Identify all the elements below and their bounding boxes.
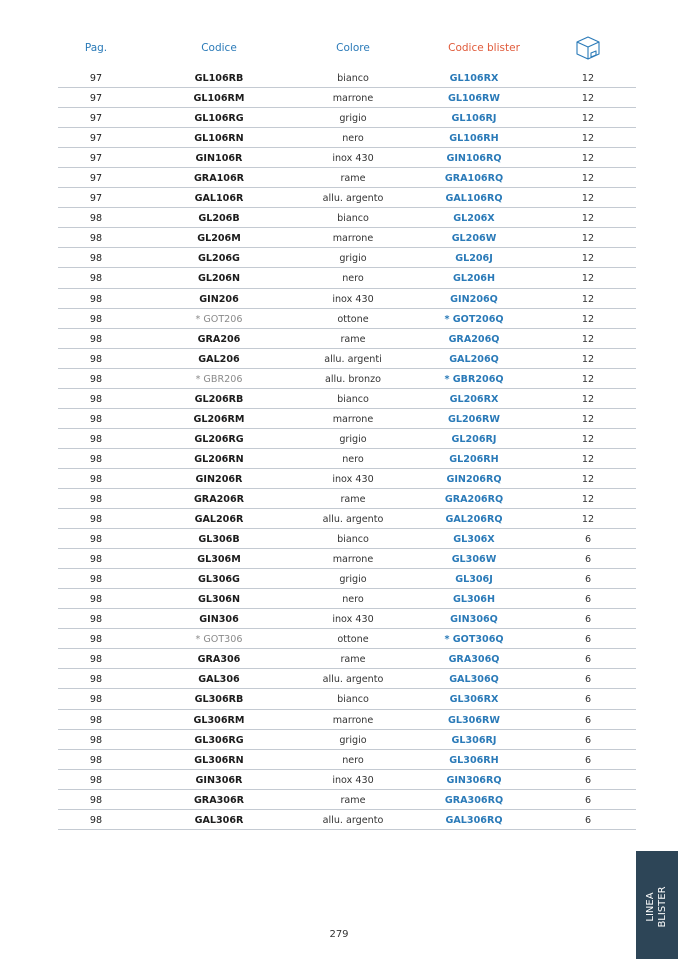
- cell-pag: 98: [89, 574, 103, 586]
- header-pag: Pag.: [84, 42, 108, 54]
- cell-pag: 97: [89, 73, 103, 84]
- cell-colore: rame: [340, 173, 366, 185]
- cell-codice: GL306RG: [194, 734, 244, 746]
- cell-pag: 98: [89, 313, 103, 325]
- table-row: [58, 309, 636, 329]
- cell-codice: GL306N: [197, 594, 241, 606]
- cell-codice: GL306RM: [193, 714, 245, 726]
- table-row: [58, 289, 636, 309]
- cell-codice-blister: GL206RH: [449, 453, 499, 465]
- box-icon: [572, 34, 604, 62]
- cell-quantity: 6: [584, 634, 592, 646]
- cell-codice-blister: GAL106RQ: [445, 193, 503, 205]
- table-row: [58, 770, 636, 790]
- cell-codice: * GOT306: [195, 634, 243, 646]
- cell-codice-blister: GAL206Q: [449, 353, 499, 365]
- cell-codice: GL206RN: [194, 453, 244, 465]
- cell-codice-blister: * GOT206Q: [444, 313, 504, 325]
- cell-codice-blister: GL206H: [452, 273, 496, 285]
- cell-codice-blister: GL206RW: [448, 413, 500, 425]
- cell-quantity: 12: [581, 413, 595, 425]
- table-row: [58, 730, 636, 750]
- table-row: [58, 529, 636, 549]
- cell-pag: 98: [89, 714, 103, 726]
- table-row: [58, 148, 636, 168]
- table-row: [58, 669, 636, 689]
- product-table: [58, 68, 636, 830]
- cell-colore: inox 430: [332, 614, 374, 626]
- cell-codice-blister: GL306J: [455, 574, 493, 586]
- table-row: [58, 469, 636, 489]
- cell-pag: 98: [89, 433, 103, 445]
- cell-quantity: 6: [584, 814, 592, 826]
- cell-colore: inox 430: [332, 473, 374, 485]
- cell-colore: rame: [340, 493, 366, 505]
- table-row: [58, 710, 636, 730]
- cell-quantity: 12: [581, 233, 595, 245]
- cell-quantity: 12: [581, 333, 595, 345]
- cell-pag: 97: [89, 193, 103, 205]
- table-row: [58, 810, 636, 830]
- cell-codice-blister: GIN306RQ: [446, 774, 502, 786]
- cell-colore: nero: [342, 754, 364, 766]
- cell-colore: bianco: [337, 694, 369, 706]
- cell-quantity: 6: [584, 714, 592, 726]
- header-codice: Codice: [201, 42, 237, 54]
- cell-pag: 98: [89, 514, 103, 526]
- cell-quantity: 12: [581, 133, 595, 145]
- cell-colore: allu. bronzo: [324, 373, 382, 385]
- cell-quantity: 6: [584, 674, 592, 686]
- cell-quantity: 6: [584, 654, 592, 666]
- cell-pag: 98: [89, 393, 103, 405]
- cell-quantity: 6: [584, 754, 592, 766]
- cell-codice-blister: GIN206RQ: [446, 473, 502, 485]
- cell-codice: GL206G: [198, 253, 240, 265]
- cell-codice: GL106RM: [193, 93, 245, 105]
- cell-colore: ottone: [337, 634, 369, 646]
- cell-colore: nero: [342, 133, 364, 145]
- cell-quantity: 12: [581, 493, 595, 505]
- header-colore: Colore: [336, 42, 370, 54]
- table-row: [58, 689, 636, 709]
- table-row: [58, 790, 636, 810]
- cell-codice: GL206N: [197, 273, 241, 285]
- cell-codice: GIN106R: [195, 153, 243, 165]
- cell-pag: 97: [89, 133, 103, 145]
- cell-codice: GL306M: [197, 554, 241, 566]
- cell-pag: 97: [89, 113, 103, 125]
- cell-quantity: 12: [581, 193, 595, 205]
- cell-quantity: 6: [584, 554, 592, 566]
- table-header: [58, 36, 636, 62]
- cell-colore: marrone: [332, 413, 374, 425]
- cell-codice-blister: GRA306RQ: [444, 794, 504, 806]
- cell-pag: 98: [89, 213, 103, 225]
- cell-quantity: 6: [584, 734, 592, 746]
- cell-quantity: 6: [584, 694, 592, 706]
- cell-codice-blister: GAL306RQ: [445, 814, 503, 826]
- cell-quantity: 6: [584, 614, 592, 626]
- cell-pag: 98: [89, 694, 103, 706]
- cell-codice: GL206RM: [193, 413, 245, 425]
- cell-quantity: 6: [584, 534, 592, 546]
- cell-codice-blister: GL206RJ: [451, 433, 497, 445]
- cell-pag: 98: [89, 554, 103, 566]
- section-tab-line2: BLISTER: [657, 886, 668, 928]
- cell-pag: 97: [89, 93, 103, 105]
- cell-codice-blister: GRA306Q: [448, 654, 500, 666]
- cell-pag: 98: [89, 794, 103, 806]
- cell-colore: allu. argento: [322, 814, 384, 826]
- cell-codice: GRA106R: [193, 173, 245, 185]
- cell-codice-blister: GL206X: [453, 213, 495, 225]
- cell-codice: GL206RG: [194, 433, 244, 445]
- cell-pag: 98: [89, 473, 103, 485]
- cell-pag: 98: [89, 353, 103, 365]
- cell-pag: 98: [89, 253, 103, 265]
- cell-colore: allu. argento: [322, 514, 384, 526]
- cell-pag: 97: [89, 153, 103, 165]
- table-row: [58, 268, 636, 288]
- cell-quantity: 12: [581, 213, 595, 225]
- cell-codice-blister: GL106RW: [448, 93, 500, 105]
- cell-codice-blister: GL306H: [452, 594, 496, 606]
- cell-pag: 98: [89, 814, 103, 826]
- cell-codice: GL206B: [198, 213, 240, 225]
- cell-codice: GAL306R: [194, 814, 244, 826]
- table-row: [58, 489, 636, 509]
- cell-codice-blister: GL306RX: [449, 694, 499, 706]
- cell-quantity: 6: [584, 594, 592, 606]
- cell-pag: 98: [89, 774, 103, 786]
- cell-pag: 98: [89, 333, 103, 345]
- table-row: [58, 68, 636, 88]
- table-row: [58, 88, 636, 108]
- table-row: [58, 509, 636, 529]
- cell-quantity: 12: [581, 313, 595, 325]
- table-row: [58, 349, 636, 369]
- cell-pag: 98: [89, 614, 103, 626]
- cell-codice-blister: GL106RX: [449, 73, 499, 84]
- cell-pag: 98: [89, 413, 103, 425]
- cell-colore: nero: [342, 453, 364, 465]
- cell-codice-blister: GL306RJ: [451, 734, 497, 746]
- page-number: 279: [329, 929, 349, 940]
- cell-pag: 98: [89, 654, 103, 666]
- table-row: [58, 389, 636, 409]
- cell-colore: bianco: [337, 213, 369, 225]
- cell-codice: GL306G: [198, 574, 240, 586]
- cell-quantity: 12: [581, 433, 595, 445]
- cell-codice: GIN206R: [195, 473, 243, 485]
- cell-quantity: 12: [581, 393, 595, 405]
- cell-codice: GL106RN: [194, 133, 244, 145]
- cell-quantity: 12: [581, 273, 595, 285]
- cell-quantity: 6: [584, 574, 592, 586]
- cell-quantity: 12: [581, 173, 595, 185]
- cell-pag: 98: [89, 453, 103, 465]
- header-codice-blister: Codice blister: [448, 42, 520, 54]
- cell-codice: * GBR206: [195, 373, 243, 385]
- table-row: [58, 589, 636, 609]
- table-row: [58, 629, 636, 649]
- cell-codice: GL106RB: [194, 73, 244, 84]
- table-row: [58, 449, 636, 469]
- cell-colore: ottone: [337, 313, 369, 325]
- cell-colore: bianco: [337, 534, 369, 546]
- cell-quantity: 12: [581, 153, 595, 165]
- table-row: [58, 188, 636, 208]
- cell-pag: 98: [89, 233, 103, 245]
- cell-codice-blister: * GBR206Q: [444, 373, 504, 385]
- cell-quantity: 12: [581, 293, 595, 305]
- cell-colore: nero: [342, 273, 364, 285]
- cell-codice-blister: GIN206Q: [450, 293, 498, 305]
- cell-pag: 98: [89, 493, 103, 505]
- cell-colore: marrone: [332, 714, 374, 726]
- table-row: [58, 369, 636, 389]
- cell-codice-blister: GL306RW: [448, 714, 500, 726]
- cell-quantity: 6: [584, 774, 592, 786]
- cell-colore: nero: [342, 594, 364, 606]
- cell-colore: inox 430: [332, 293, 374, 305]
- cell-codice-blister: GRA106RQ: [444, 173, 504, 185]
- cell-pag: 98: [89, 754, 103, 766]
- cell-codice: GIN306: [199, 614, 239, 626]
- cell-codice-blister: GIN306Q: [450, 614, 498, 626]
- cell-quantity: 12: [581, 93, 595, 105]
- cell-colore: allu. argento: [322, 674, 384, 686]
- cell-colore: marrone: [332, 554, 374, 566]
- cell-colore: rame: [340, 333, 366, 345]
- cell-colore: grigio: [339, 113, 367, 125]
- cell-quantity: 12: [581, 453, 595, 465]
- cell-quantity: 12: [581, 373, 595, 385]
- cell-colore: marrone: [332, 233, 374, 245]
- table-row: [58, 569, 636, 589]
- cell-codice-blister: GRA206RQ: [444, 493, 504, 505]
- cell-codice: GL306RB: [194, 694, 244, 706]
- table-row: [58, 128, 636, 148]
- cell-colore: grigio: [339, 433, 367, 445]
- cell-codice: GL306RN: [194, 754, 244, 766]
- cell-colore: grigio: [339, 253, 367, 265]
- cell-quantity: 12: [581, 253, 595, 265]
- cell-codice-blister: * GOT306Q: [444, 634, 504, 646]
- cell-quantity: 12: [581, 113, 595, 125]
- cell-codice-blister: GAL306Q: [449, 674, 499, 686]
- cell-pag: 98: [89, 674, 103, 686]
- table-row: [58, 750, 636, 770]
- cell-colore: bianco: [337, 393, 369, 405]
- cell-codice-blister: GL306W: [451, 554, 497, 566]
- cell-codice-blister: GL106RJ: [451, 113, 497, 125]
- cell-codice-blister: GAL206RQ: [445, 514, 503, 526]
- cell-codice-blister: GIN106RQ: [446, 153, 502, 165]
- table-row: [58, 108, 636, 128]
- cell-codice: GL206M: [197, 233, 241, 245]
- cell-colore: inox 430: [332, 774, 374, 786]
- cell-colore: allu. argenti: [324, 353, 382, 365]
- table-row: [58, 329, 636, 349]
- cell-codice: GAL106R: [194, 193, 244, 205]
- cell-codice: * GOT206: [195, 313, 243, 325]
- table-row: [58, 549, 636, 569]
- table-row: [58, 649, 636, 669]
- cell-pag: 98: [89, 594, 103, 606]
- table-row: [58, 168, 636, 188]
- cell-codice-blister: GL206W: [451, 233, 497, 245]
- cell-colore: inox 430: [332, 153, 374, 165]
- cell-codice: GIN306R: [195, 774, 243, 786]
- cell-codice-blister: GL106RH: [449, 133, 499, 145]
- cell-pag: 97: [89, 173, 103, 185]
- cell-codice: GL306B: [198, 534, 240, 546]
- table-row: [58, 409, 636, 429]
- cell-quantity: 12: [581, 473, 595, 485]
- cell-pag: 98: [89, 734, 103, 746]
- cell-colore: marrone: [332, 93, 374, 105]
- section-tab: [636, 851, 678, 959]
- cell-pag: 98: [89, 634, 103, 646]
- table-row: [58, 228, 636, 248]
- cell-codice-blister: GL206RX: [449, 393, 499, 405]
- cell-colore: rame: [340, 654, 366, 666]
- cell-quantity: 12: [581, 353, 595, 365]
- cell-pag: 98: [89, 373, 103, 385]
- cell-colore: grigio: [339, 734, 367, 746]
- cell-pag: 98: [89, 273, 103, 285]
- cell-codice: GRA206R: [193, 493, 245, 505]
- cell-codice-blister: GL306RH: [449, 754, 499, 766]
- cell-codice: GIN206: [199, 293, 239, 305]
- cell-codice: GRA206: [197, 333, 241, 345]
- section-tab-line1: LINEA: [645, 892, 656, 922]
- cell-colore: grigio: [339, 574, 367, 586]
- cell-codice: GRA306R: [193, 794, 245, 806]
- cell-colore: bianco: [337, 73, 369, 84]
- table-row: [58, 248, 636, 268]
- table-row: [58, 208, 636, 228]
- cell-pag: 98: [89, 293, 103, 305]
- table-row: [58, 609, 636, 629]
- cell-quantity: 12: [581, 73, 595, 84]
- cell-codice: GL106RG: [194, 113, 244, 125]
- cell-colore: rame: [340, 794, 366, 806]
- cell-codice-blister: GL206J: [455, 253, 493, 265]
- cell-codice: GRA306: [197, 654, 241, 666]
- cell-quantity: 6: [584, 794, 592, 806]
- cell-codice: GAL206: [198, 353, 240, 365]
- cell-codice: GAL306: [198, 674, 240, 686]
- cell-pag: 98: [89, 534, 103, 546]
- cell-colore: allu. argento: [322, 193, 384, 205]
- cell-codice: GL206RB: [194, 393, 244, 405]
- cell-codice: GAL206R: [194, 514, 244, 526]
- cell-codice-blister: GL306X: [453, 534, 495, 546]
- section-tab-label: [645, 886, 669, 927]
- cell-codice-blister: GRA206Q: [448, 333, 500, 345]
- cell-quantity: 12: [581, 514, 595, 526]
- table-row: [58, 429, 636, 449]
